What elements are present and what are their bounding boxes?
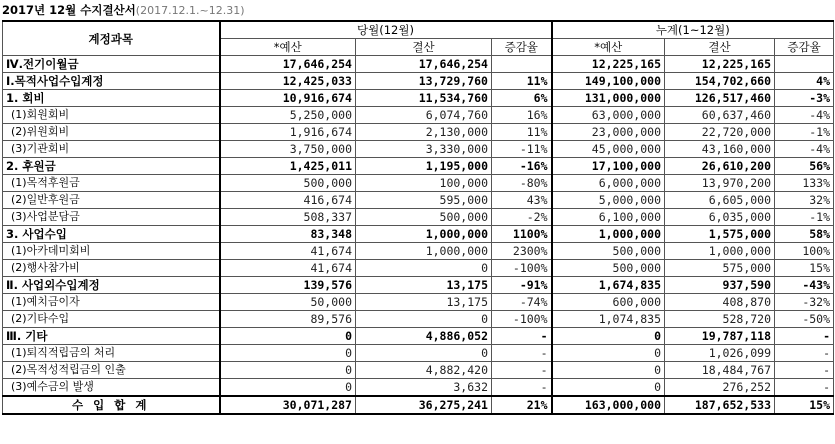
month-rate-cell: 6% — [492, 90, 552, 107]
account-label: Ⅲ. 기타 — [3, 328, 220, 345]
cumulative-rate-cell: - — [775, 362, 834, 379]
cumulative-actual-cell: 575,000 — [665, 260, 775, 277]
month-actual-cell: 4,882,420 — [356, 362, 492, 379]
cumulative-budget-cell: 5,000,000 — [552, 192, 665, 209]
month-actual-cell: 0 — [356, 311, 492, 328]
month-rate-cell: -74% — [492, 294, 552, 311]
month-budget-cell: 0 — [220, 345, 356, 362]
cumulative-rate-cell: 58% — [775, 226, 834, 243]
account-label: (2)일반후원금 — [3, 192, 220, 209]
month-budget-cell: 139,576 — [220, 277, 356, 294]
month-actual-cell: 13,729,760 — [356, 73, 492, 90]
table-row — [3, 328, 834, 345]
account-label: (1)퇴직적립금의 처리 — [3, 345, 220, 362]
cumulative-rate-cell: -1% — [775, 124, 834, 141]
account-label: (2)위원회비 — [3, 124, 220, 141]
table-row — [3, 124, 834, 141]
month-rate-cell: -91% — [492, 277, 552, 294]
account-label: (1)목적후원금 — [3, 175, 220, 192]
table-row — [3, 226, 834, 243]
account-label: (2)행사참가비 — [3, 260, 220, 277]
month-actual-cell: 0 — [356, 345, 492, 362]
cumulative-rate-cell: - — [775, 328, 834, 345]
month-rate-cell: 16% — [492, 107, 552, 124]
month-budget-cell: 41,674 — [220, 260, 356, 277]
cumulative-actual-cell: 1,000,000 — [665, 243, 775, 260]
month-actual-cell: 11,534,760 — [356, 90, 492, 107]
ledger-body — [3, 56, 834, 415]
cumulative-budget-cell: 149,100,000 — [552, 73, 665, 90]
table-row — [3, 311, 834, 328]
cumulative-budget-cell: 500,000 — [552, 260, 665, 277]
cumulative-rate-cell: - — [775, 379, 834, 397]
cumulative-budget-cell: 163,000,000 — [552, 396, 665, 414]
cumulative-rate-cell: -50% — [775, 311, 834, 328]
cumulative-budget-header: *예산 — [552, 39, 665, 56]
account-label: (3)예수금의 발생 — [3, 379, 220, 397]
cumulative-rate-header: 증감율 — [775, 39, 834, 56]
month-rate-cell: 43% — [492, 192, 552, 209]
month-rate-cell: -100% — [492, 311, 552, 328]
month-actual-cell: 1,195,000 — [356, 158, 492, 175]
cumulative-actual-cell: 12,225,165 — [665, 56, 775, 73]
header-row-group — [3, 21, 834, 39]
account-item-header: 계정과목 — [3, 21, 220, 56]
account-label: (3)기관회비 — [3, 141, 220, 158]
cumulative-rate-cell — [775, 56, 834, 73]
cumulative-rate-cell: -3% — [775, 90, 834, 107]
month-actual-cell: 100,000 — [356, 175, 492, 192]
table-row — [3, 56, 834, 73]
month-budget-cell: 0 — [220, 379, 356, 397]
cumulative-actual-cell: 276,252 — [665, 379, 775, 397]
month-rate-cell: - — [492, 345, 552, 362]
cumulative-budget-cell: 600,000 — [552, 294, 665, 311]
cumulative-budget-cell: 0 — [552, 379, 665, 397]
month-rate-cell: 2300% — [492, 243, 552, 260]
cumulative-actual-cell: 1,575,000 — [665, 226, 775, 243]
month-actual-cell: 1,000,000 — [356, 226, 492, 243]
month-budget-cell: 0 — [220, 328, 356, 345]
cumulative-actual-cell: 154,702,660 — [665, 73, 775, 90]
cumulative-actual-cell: 126,517,460 — [665, 90, 775, 107]
month-rate-cell: 1100% — [492, 226, 552, 243]
cumulative-rate-cell: 32% — [775, 192, 834, 209]
table-row — [3, 362, 834, 379]
month-budget-cell: 10,916,674 — [220, 90, 356, 107]
report-title: 2017년 12월 수지결산서 — [2, 3, 136, 17]
table-row — [3, 209, 834, 226]
month-budget-cell: 50,000 — [220, 294, 356, 311]
month-budget-cell: 89,576 — [220, 311, 356, 328]
report-heading — [2, 0, 245, 20]
cumulative-budget-cell: 1,000,000 — [552, 226, 665, 243]
account-label: Ⅱ. 사업외수입계정 — [3, 277, 220, 294]
cumulative-budget-cell: 6,100,000 — [552, 209, 665, 226]
cumulative-actual-cell: 6,605,000 — [665, 192, 775, 209]
month-budget-cell: 41,674 — [220, 243, 356, 260]
income-statement-table — [2, 20, 834, 415]
month-actual-cell: 36,275,241 — [356, 396, 492, 414]
month-rate-cell: - — [492, 379, 552, 397]
cumulative-rate-cell: - — [775, 345, 834, 362]
month-rate-cell: - — [492, 328, 552, 345]
month-rate-cell: -2% — [492, 209, 552, 226]
account-label: 2. 후원금 — [3, 158, 220, 175]
cumulative-rate-cell: 4% — [775, 73, 834, 90]
month-budget-cell: 12,425,033 — [220, 73, 356, 90]
account-label: Ⅰ.목적사업수입계정 — [3, 73, 220, 90]
cumulative-budget-cell: 6,000,000 — [552, 175, 665, 192]
month-actual-cell: 595,000 — [356, 192, 492, 209]
cumulative-budget-cell: 0 — [552, 328, 665, 345]
cumulative-budget-cell: 12,225,165 — [552, 56, 665, 73]
cumulative-rate-cell: 133% — [775, 175, 834, 192]
month-budget-cell: 500,000 — [220, 175, 356, 192]
month-rate-cell: -80% — [492, 175, 552, 192]
month-actual-cell: 6,074,760 — [356, 107, 492, 124]
cumulative-rate-cell: 100% — [775, 243, 834, 260]
table-row — [3, 345, 834, 362]
cumulative-rate-cell: 15% — [775, 260, 834, 277]
table-row — [3, 73, 834, 90]
month-actual-cell: 2,130,000 — [356, 124, 492, 141]
month-rate-cell: 21% — [492, 396, 552, 414]
month-rate-cell: 11% — [492, 124, 552, 141]
month-rate-header: 증감율 — [492, 39, 552, 56]
account-label: 수 입 합 계 — [3, 396, 220, 414]
cumulative-budget-cell: 1,674,835 — [552, 277, 665, 294]
cumulative-actual-cell: 43,160,000 — [665, 141, 775, 158]
table-row — [3, 260, 834, 277]
month-budget-cell: 5,250,000 — [220, 107, 356, 124]
month-budget-cell: 30,071,287 — [220, 396, 356, 414]
month-actual-header: 결산 — [356, 39, 492, 56]
cumulative-group-header: 누계(1~12월) — [552, 21, 834, 39]
account-label: 1. 회비 — [3, 90, 220, 107]
account-label: (1)예치금이자 — [3, 294, 220, 311]
cumulative-budget-cell: 0 — [552, 345, 665, 362]
cumulative-budget-cell: 17,100,000 — [552, 158, 665, 175]
account-label: 3. 사업수입 — [3, 226, 220, 243]
cumulative-budget-cell: 63,000,000 — [552, 107, 665, 124]
month-actual-cell: 1,000,000 — [356, 243, 492, 260]
account-label: (2)기타수입 — [3, 311, 220, 328]
cumulative-actual-cell: 22,720,000 — [665, 124, 775, 141]
cumulative-actual-cell: 19,787,118 — [665, 328, 775, 345]
month-rate-cell: 11% — [492, 73, 552, 90]
cumulative-actual-cell: 1,026,099 — [665, 345, 775, 362]
month-actual-cell: 500,000 — [356, 209, 492, 226]
cumulative-budget-cell: 23,000,000 — [552, 124, 665, 141]
month-actual-cell: 3,330,000 — [356, 141, 492, 158]
month-budget-cell: 83,348 — [220, 226, 356, 243]
cumulative-actual-cell: 60,637,460 — [665, 107, 775, 124]
month-budget-header: *예산 — [220, 39, 356, 56]
cumulative-rate-cell: -32% — [775, 294, 834, 311]
table-row — [3, 107, 834, 124]
table-row — [3, 158, 834, 175]
cumulative-budget-cell: 500,000 — [552, 243, 665, 260]
month-actual-cell: 3,632 — [356, 379, 492, 397]
month-actual-cell: 13,175 — [356, 277, 492, 294]
cumulative-actual-cell: 408,870 — [665, 294, 775, 311]
month-actual-cell: 17,646,254 — [356, 56, 492, 73]
report-period: (2017.12.1.~12.31) — [135, 4, 245, 17]
month-rate-cell: -100% — [492, 260, 552, 277]
account-label: Ⅳ.전기이월금 — [3, 56, 220, 73]
cumulative-budget-cell: 131,000,000 — [552, 90, 665, 107]
cumulative-rate-cell: -43% — [775, 277, 834, 294]
cumulative-rate-cell: -4% — [775, 107, 834, 124]
cumulative-budget-cell: 0 — [552, 362, 665, 379]
cumulative-actual-cell: 26,610,200 — [665, 158, 775, 175]
month-rate-cell: - — [492, 362, 552, 379]
cumulative-rate-cell: -1% — [775, 209, 834, 226]
cumulative-actual-cell: 528,720 — [665, 311, 775, 328]
month-actual-cell: 0 — [356, 260, 492, 277]
cumulative-actual-cell: 6,035,000 — [665, 209, 775, 226]
cumulative-actual-cell: 18,484,767 — [665, 362, 775, 379]
month-group-header: 당월(12월) — [220, 21, 552, 39]
cumulative-budget-cell: 45,000,000 — [552, 141, 665, 158]
table-row — [3, 379, 834, 397]
account-label: (1)아카데미회비 — [3, 243, 220, 260]
month-budget-cell: 17,646,254 — [220, 56, 356, 73]
table-row — [3, 175, 834, 192]
month-rate-cell: -16% — [492, 158, 552, 175]
table-row — [3, 192, 834, 209]
account-label: (3)사업분담금 — [3, 209, 220, 226]
cumulative-actual-cell: 187,652,533 — [665, 396, 775, 414]
cumulative-rate-cell: -4% — [775, 141, 834, 158]
month-rate-cell — [492, 56, 552, 73]
month-actual-cell: 4,886,052 — [356, 328, 492, 345]
month-budget-cell: 508,337 — [220, 209, 356, 226]
month-budget-cell: 1,916,674 — [220, 124, 356, 141]
table-row — [3, 396, 834, 414]
month-budget-cell: 3,750,000 — [220, 141, 356, 158]
cumulative-actual-cell: 937,590 — [665, 277, 775, 294]
cumulative-rate-cell: 56% — [775, 158, 834, 175]
table-row — [3, 141, 834, 158]
account-label: (2)목적성적립금의 인출 — [3, 362, 220, 379]
month-rate-cell: -11% — [492, 141, 552, 158]
table-row — [3, 90, 834, 107]
table-row — [3, 277, 834, 294]
month-budget-cell: 0 — [220, 362, 356, 379]
cumulative-rate-cell: 15% — [775, 396, 834, 414]
cumulative-budget-cell: 1,074,835 — [552, 311, 665, 328]
account-label: (1)회원회비 — [3, 107, 220, 124]
table-row — [3, 243, 834, 260]
cumulative-actual-header: 결산 — [665, 39, 775, 56]
month-actual-cell: 13,175 — [356, 294, 492, 311]
month-budget-cell: 416,674 — [220, 192, 356, 209]
table-row — [3, 294, 834, 311]
cumulative-actual-cell: 13,970,200 — [665, 175, 775, 192]
month-budget-cell: 1,425,011 — [220, 158, 356, 175]
